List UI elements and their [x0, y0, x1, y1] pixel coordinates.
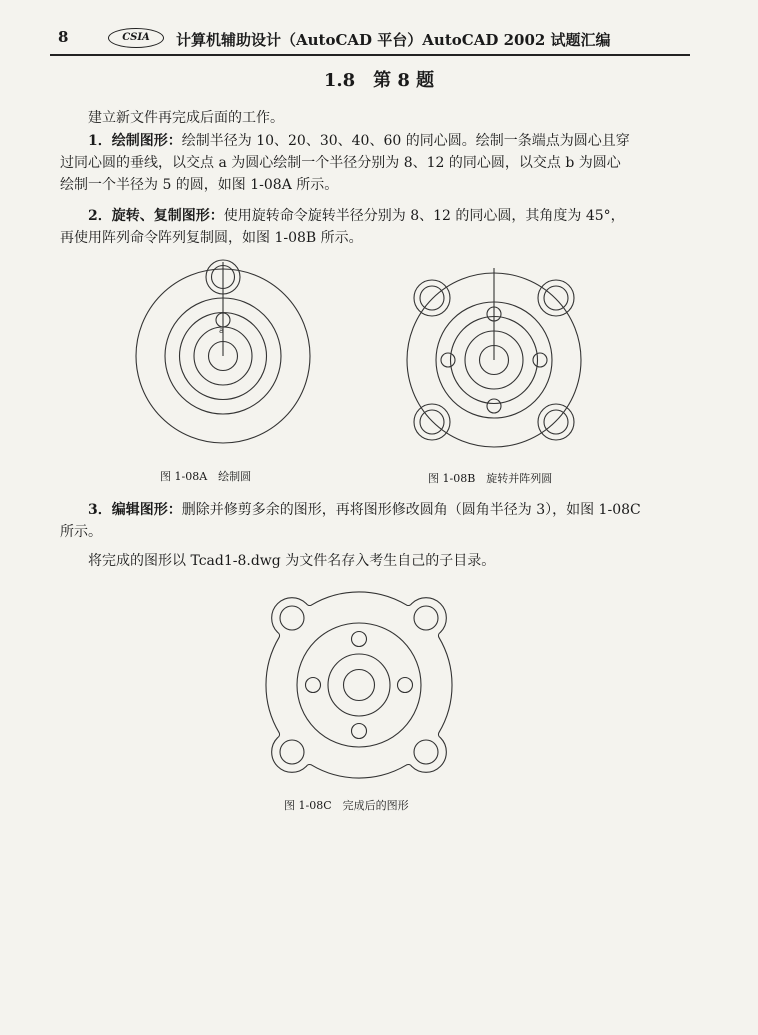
figure-1-08A — [132, 256, 314, 456]
corner-circle-outer — [414, 404, 450, 440]
book-title: 计算机辅助设计（AutoCAD 平台）AutoCAD 2002 试题汇编 — [176, 31, 611, 49]
corner-circle-inner — [420, 286, 444, 310]
step-3-line-2: 所示。 — [60, 524, 102, 540]
save-instruction: 将完成的图形以 Tcad1-8.dwg 为文件名存入考生自己的子目录。 — [88, 553, 496, 569]
figure-1-08B — [400, 264, 588, 454]
small-hole — [306, 678, 321, 693]
circle-r10 — [344, 670, 375, 701]
page-header — [50, 26, 690, 56]
small-hole — [352, 632, 367, 647]
step-1-line-1: 1．绘制图形：绘制半径为 10、20、30、40、60 的同心圆。绘制一条端点为圆心且穿 — [88, 133, 630, 149]
step-2-line-1: 2．旋转、复制图形：使用旋转命令旋转半径分别为 8、12 的同心圆，其角度为 45°， — [88, 208, 625, 224]
small-hole — [487, 399, 501, 413]
corner-circle-outer — [414, 280, 450, 316]
step-2-label: 2．旋转、复制图形： — [88, 208, 224, 224]
caption-1-08C: 图 1-08C 完成后的图形 — [284, 799, 409, 812]
corner-circle-inner — [420, 410, 444, 434]
corner-circle-inner — [544, 410, 568, 434]
small-hole — [398, 678, 413, 693]
step-1-line-2: 过同心圆的垂线，以交点 a 为圆心绘制一个半径分别为 8、12 的同心圆，以交点 b 为圆心 — [60, 155, 621, 171]
page-number: 8 — [58, 28, 69, 46]
outer-profile — [266, 592, 452, 778]
step-3-label: 3．编辑图形： — [88, 502, 182, 518]
corner-hole — [280, 740, 304, 764]
corner-circle-outer — [538, 280, 574, 316]
corner-hole — [414, 606, 438, 630]
small-hole — [352, 724, 367, 739]
caption-1-08A: 图 1-08A 绘制圆 — [160, 470, 252, 483]
small-hole — [533, 353, 547, 367]
intro-text: 建立新文件再完成后面的工作。 — [88, 110, 284, 126]
step-1-label: 1．绘制图形： — [88, 133, 182, 149]
corner-hole — [280, 606, 304, 630]
figure-1-08C — [264, 590, 454, 780]
corner-circle-outer — [538, 404, 574, 440]
step-1-line-3: 绘制一个半径为 5 的圆，如图 1-08A 所示。 — [60, 177, 339, 193]
step-3-line-1: 3．编辑图形：删除并修剪多余的图形，再将图形修改圆角（圆角半径为 3），如图 1-08C — [88, 502, 641, 518]
small-hole — [441, 353, 455, 367]
corner-hole — [414, 740, 438, 764]
circle-r40 — [297, 623, 421, 747]
point-label-a: a — [219, 326, 224, 335]
step-2-line-2: 再使用阵列命令阵列复制圆，如图 1-08B 所示。 — [60, 230, 363, 246]
caption-1-08B: 图 1-08B 旋转并阵列圆 — [428, 472, 553, 485]
circle-r20 — [328, 654, 390, 716]
publisher-logo: CSIA — [108, 28, 164, 48]
corner-circle-inner — [544, 286, 568, 310]
section-title: 1.8 第 8 题 — [323, 70, 435, 91]
